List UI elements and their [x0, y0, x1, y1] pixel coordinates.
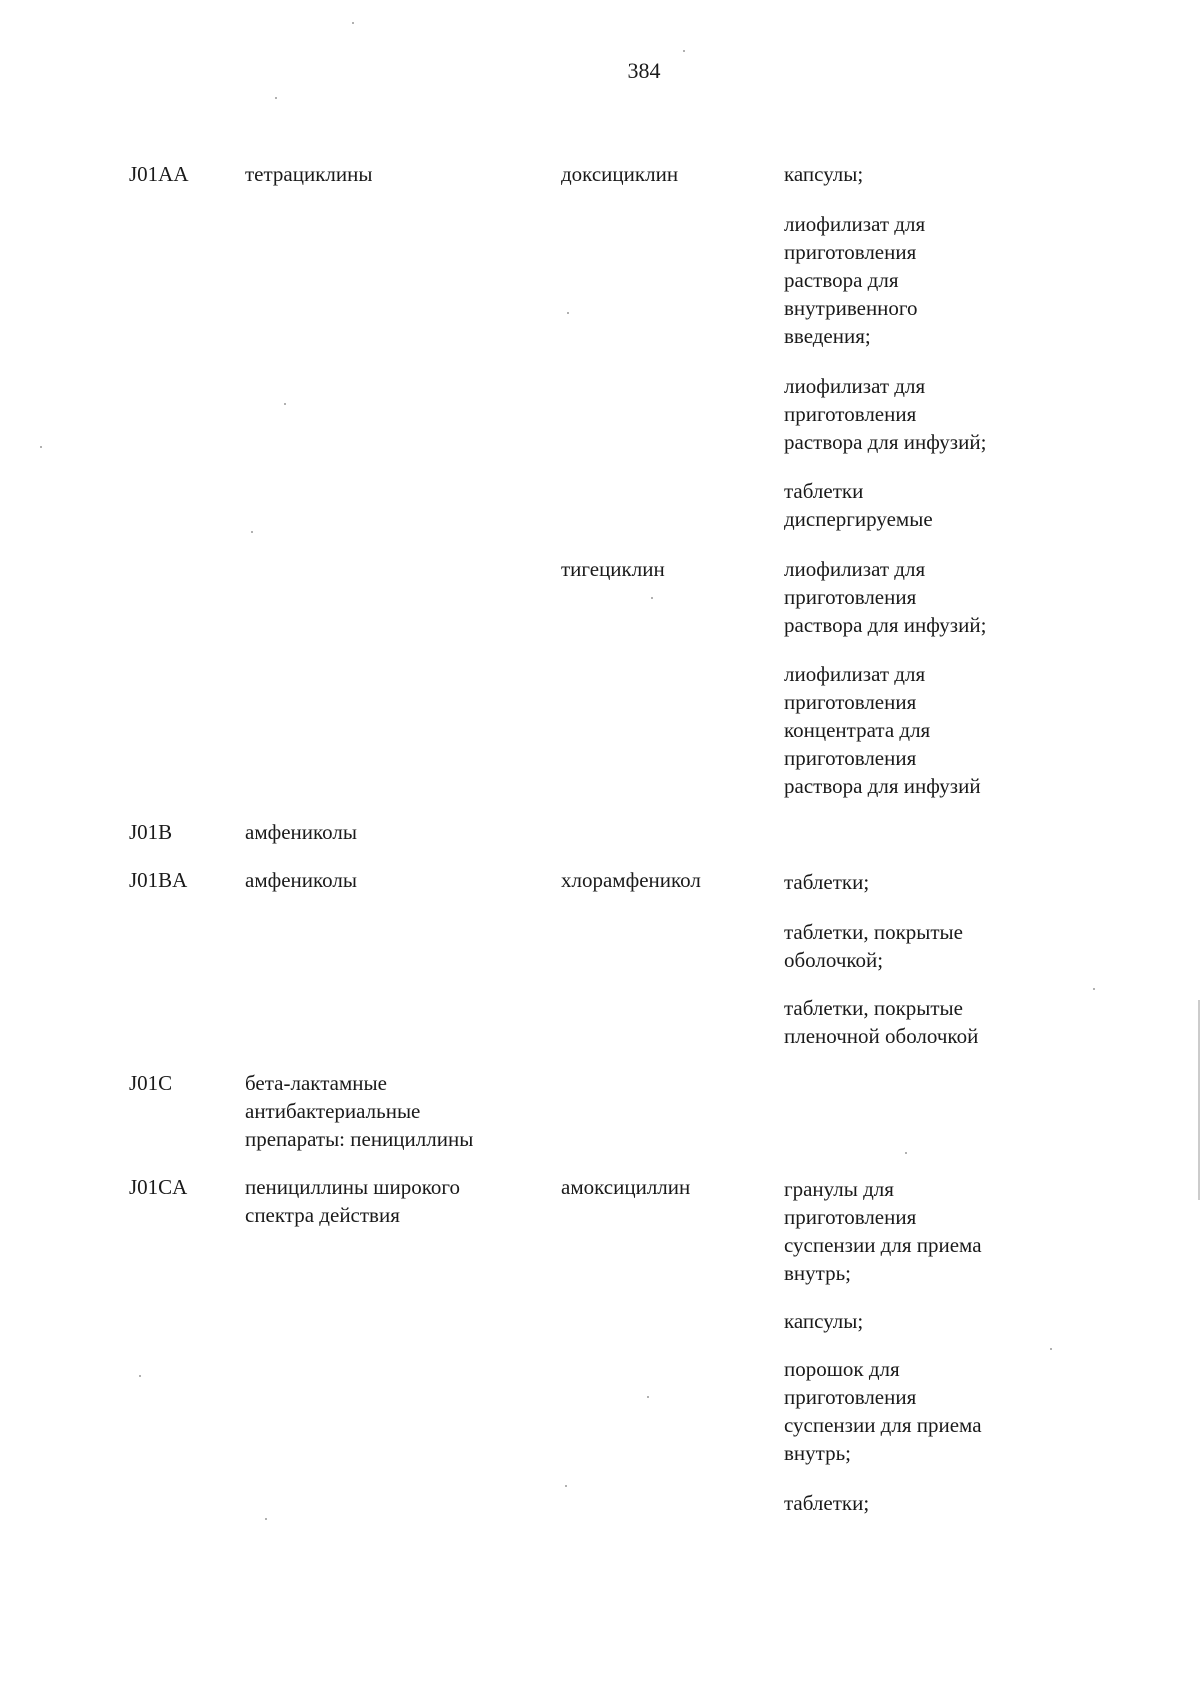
dosage-form: таблетки	[784, 479, 864, 503]
dosage-form: концентрата для	[784, 718, 931, 742]
dosage-form: диспергируемые	[784, 507, 933, 531]
scan-speck	[352, 22, 354, 24]
dosage-form: раствора для	[784, 268, 899, 292]
atc-code: J01BA	[129, 868, 188, 892]
dosage-form: суспензии для приема	[784, 1413, 982, 1437]
drug-name: доксициклин	[561, 162, 679, 186]
group-name: пенициллины широкого	[245, 1175, 460, 1199]
scan-speck	[647, 1396, 649, 1398]
dosage-form: капсулы;	[784, 1309, 864, 1333]
group-name: амфениколы	[245, 868, 357, 892]
scan-speck	[567, 312, 569, 314]
atc-code: J01C	[129, 1071, 173, 1095]
dosage-form: таблетки, покрытые	[784, 996, 963, 1020]
dosage-form: капсулы;	[784, 162, 864, 186]
dosage-form: лиофилизат для	[784, 212, 926, 236]
dosage-form: раствора для инфузий;	[784, 613, 987, 637]
dosage-form: суспензии для приема	[784, 1233, 982, 1257]
dosage-form: таблетки;	[784, 1491, 870, 1515]
group-name: амфениколы	[245, 820, 357, 844]
scan-speck	[1050, 1348, 1052, 1350]
dosage-form: приготовления	[784, 1385, 917, 1409]
dosage-form: лиофилизат для	[784, 557, 926, 581]
scan-speck	[284, 403, 286, 405]
dosage-form: внутрь;	[784, 1441, 851, 1465]
dosage-form: внутрь;	[784, 1261, 851, 1285]
scan-speck	[905, 1152, 907, 1154]
dosage-form: раствора для инфузий	[784, 774, 981, 798]
page-number: 384	[627, 58, 661, 83]
scan-speck	[1093, 988, 1095, 990]
group-name: бета-лактамные	[245, 1071, 387, 1095]
scan-speck	[683, 50, 685, 52]
drug-name: тигециклин	[561, 557, 665, 581]
atc-code: J01CA	[129, 1175, 188, 1199]
group-name: препараты: пенициллины	[245, 1127, 474, 1151]
scan-speck	[651, 597, 653, 599]
dosage-form: приготовления	[784, 1205, 917, 1229]
dosage-form: приготовления	[784, 240, 917, 264]
scan-speck	[40, 446, 42, 448]
dosage-form: гранулы для	[784, 1177, 894, 1201]
dosage-form: введения;	[784, 324, 871, 348]
dosage-form: внутривенного	[784, 296, 918, 320]
dosage-form: порошок для	[784, 1357, 900, 1381]
dosage-form: оболочкой;	[784, 948, 884, 972]
drug-name: хлорамфеникол	[561, 868, 701, 892]
dosage-form: таблетки;	[784, 870, 870, 894]
scan-speck	[139, 1375, 141, 1377]
dosage-form: пленочной оболочкой	[784, 1024, 979, 1048]
dosage-form: лиофилизат для	[784, 662, 926, 686]
dosage-form: приготовления	[784, 402, 917, 426]
dosage-form: раствора для инфузий;	[784, 430, 987, 454]
group-name: тетрациклины	[245, 162, 373, 186]
atc-code: J01AA	[129, 162, 189, 186]
dosage-form: таблетки, покрытые	[784, 920, 963, 944]
drug-name: амоксициллин	[561, 1175, 691, 1199]
group-name: антибактериальные	[245, 1099, 421, 1123]
dosage-form: приготовления	[784, 690, 917, 714]
scan-speck	[265, 1518, 267, 1520]
dosage-form: лиофилизат для	[784, 374, 926, 398]
scan-speck	[251, 531, 253, 533]
dosage-form: приготовления	[784, 585, 917, 609]
group-name: спектра действия	[245, 1203, 400, 1227]
atc-code: J01B	[129, 820, 173, 844]
dosage-form: приготовления	[784, 746, 917, 770]
scan-speck	[275, 97, 277, 99]
scan-speck	[565, 1485, 567, 1487]
